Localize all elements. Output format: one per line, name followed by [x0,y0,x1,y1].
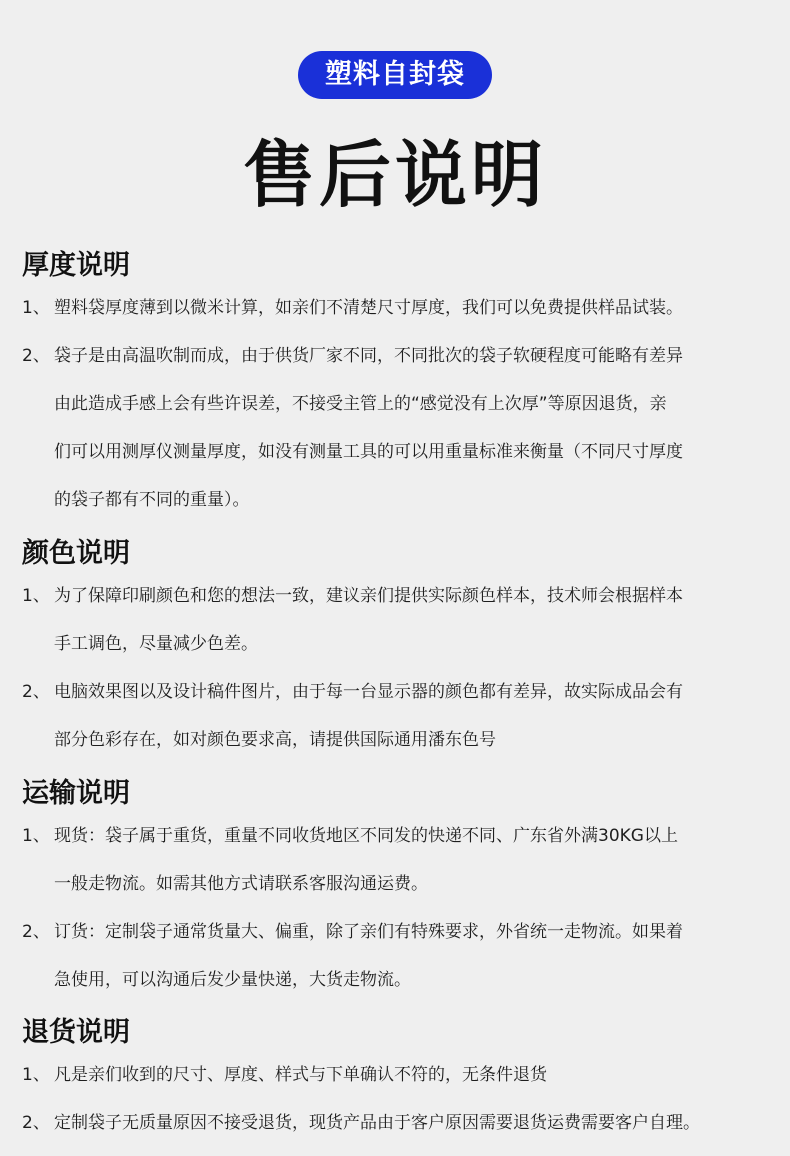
section-shipping [22,776,782,1004]
item-text-continued: 由此造成手感上会有些许误差，不接受主管上的“感觉没有上次厚”等原因退货，亲 [54,394,667,414]
item-text: 电脑效果图以及设计稿件图片，由于每一台显示器的颜色都有差异，故实际成品会有 [54,682,683,702]
list-item [22,572,782,620]
section-returns [22,1015,782,1147]
item-text: 为了保障印刷颜色和您的想法一致，建议亲们提供实际颜色样本，技术师会根据样本 [54,586,683,606]
section-heading: 运输说明 [22,778,130,809]
item-text-continued: 急使用，可以沟通后发少量快递，大货走物流。 [54,970,411,990]
section-color [22,536,782,764]
item-text-continued: 的袋子都有不同的重量）。 [54,490,250,510]
item-text-continued: 手工调色，尽量减少色差。 [54,634,258,654]
section-thickness [22,248,782,524]
item-text-continued: 一般走物流。如需其他方式请联系客服沟通运费。 [54,874,428,894]
item-text: 订货：定制袋子通常货量大、偏重，除了亲们有特殊要求，外省统一走物流。如果着 [54,922,683,942]
page-title: 售后说明 [242,133,547,217]
item-text: 凡是亲们收到的尺寸、厚度、样式与下单确认不符的，无条件退货 [54,1065,547,1085]
section-heading: 颜色说明 [22,538,130,569]
item-number: 1、 [22,1065,50,1085]
list-item [22,668,782,716]
item-number: 2、 [22,682,50,702]
section-heading: 退货说明 [22,1017,130,1048]
item-number: 1、 [22,586,50,606]
item-text-continued: 部分色彩存在，如对颜色要求高，请提供国际通用潘东色号 [54,730,496,750]
product-badge: 塑料自封袋 [298,51,492,99]
list-item [22,332,782,380]
list-item [22,812,782,860]
item-number: 1、 [22,826,50,846]
item-number: 1、 [22,298,50,318]
item-number: 2、 [22,346,50,366]
item-text: 袋子是由高温吹制而成，由于供货厂家不同，不同批次的袋子软硬程度可能略有差异 [54,346,683,366]
list-item [22,908,782,956]
item-number: 2、 [22,1113,50,1133]
item-text: 现货：袋子属于重货，重量不同收货地区不同发的快递不同、广东省外满30KG以上 [54,826,678,846]
badge-wrapper [0,51,790,99]
list-item [22,1051,782,1099]
list-item [22,284,782,332]
list-item [22,1099,782,1147]
item-text: 定制袋子无质量原因不接受退货，现货产品由于客户原因需要退货运费需要客户自理。 [54,1113,700,1133]
item-text-continued: 们可以用测厚仪测量厚度，如没有测量工具的可以用重量标准来衡量（不同尺寸厚度 [54,442,683,462]
item-text: 塑料袋厚度薄到以微米计算，如亲们不清楚尺寸厚度，我们可以免费提供样品试装。 [54,298,683,318]
section-heading: 厚度说明 [22,250,130,281]
item-number: 2、 [22,922,50,942]
